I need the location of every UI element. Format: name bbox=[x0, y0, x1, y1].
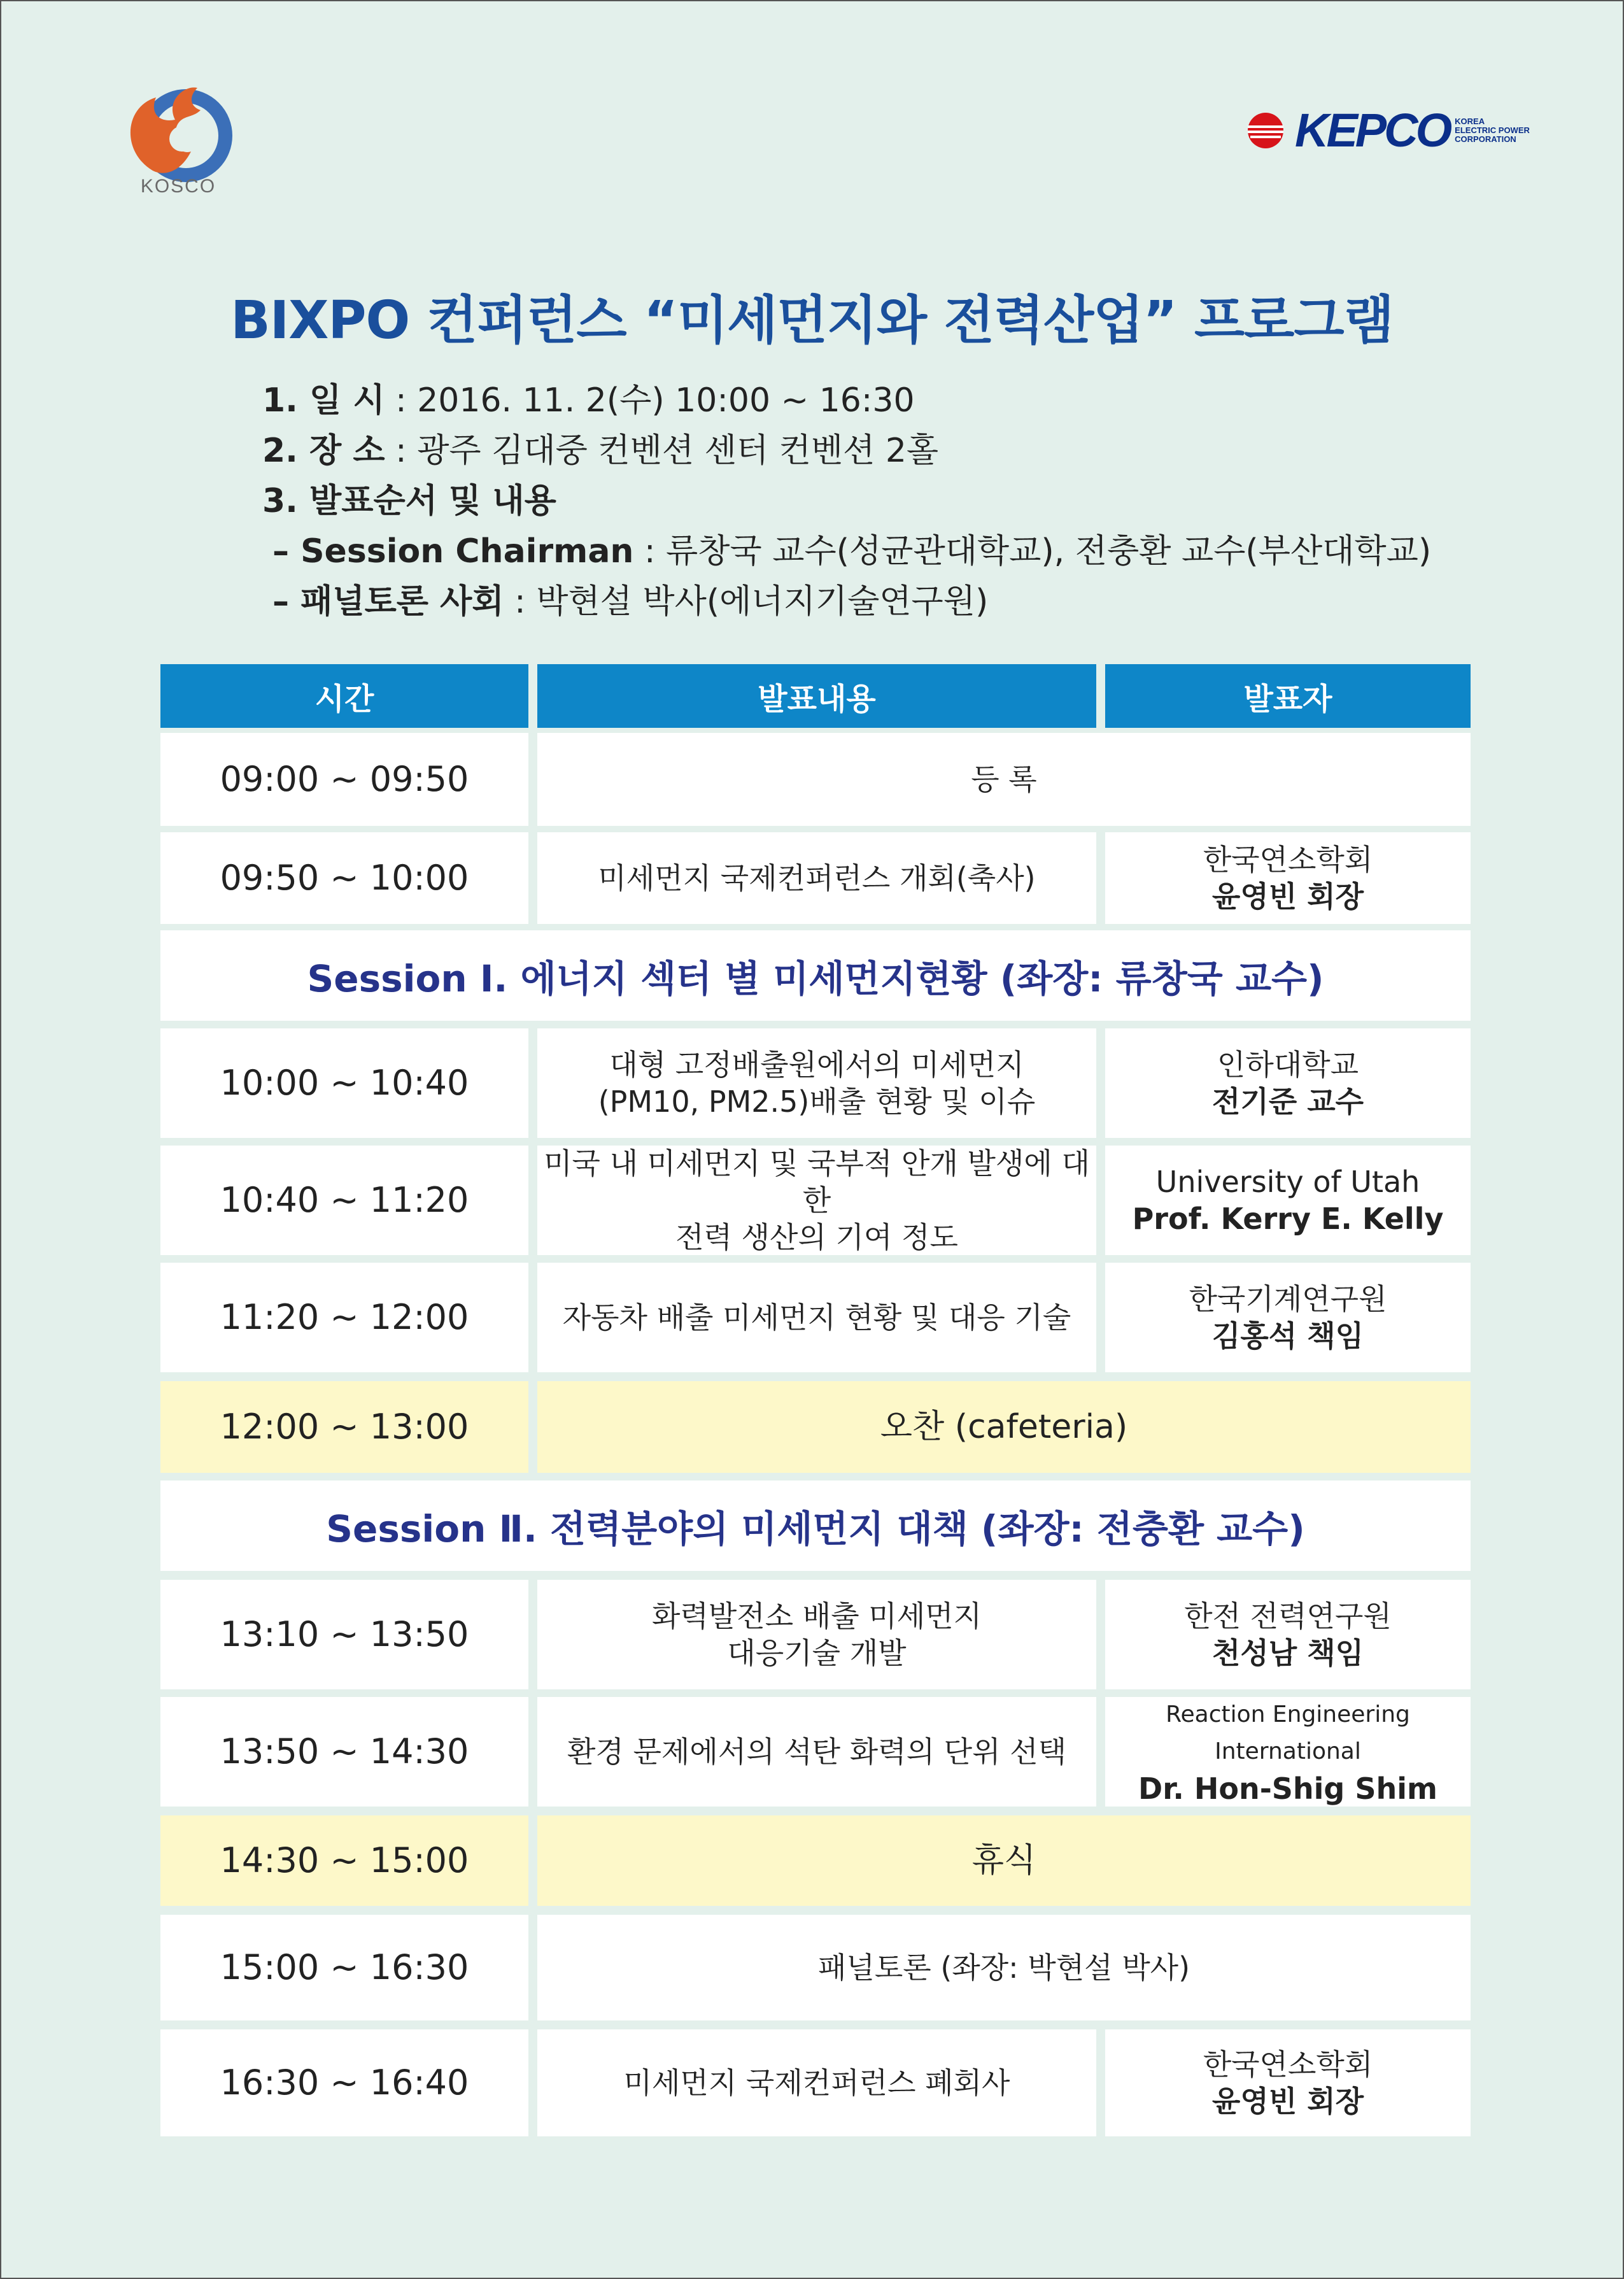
header-speaker: 발표자 bbox=[1105, 664, 1471, 728]
row-speaker bbox=[1105, 1263, 1471, 1372]
speaker-name: 전기준 교수 bbox=[1211, 1084, 1364, 1119]
kosco-logo-text: KOSCO bbox=[140, 176, 216, 197]
row-time: 12:00 ~ 13:00 bbox=[160, 1381, 528, 1473]
page-title: BIXPO 컨퍼런스 “미세먼지와 전력산업” 프로그램 bbox=[230, 290, 1394, 351]
session-title: Session Ⅱ. 전력분야의 미세먼지 대책 (좌장: 전충환 교수) bbox=[160, 1480, 1471, 1571]
speaker-org: 인하대학교 bbox=[1217, 1047, 1359, 1082]
info-date-value: : 2016. 11. 2(수) 10:00 ~ 16:30 bbox=[385, 381, 915, 420]
speaker-name: 윤영빈 회장 bbox=[1211, 2084, 1364, 2119]
row-content: 미국 내 미세먼지 및 국부적 안개 발생에 대한 전력 생산의 기여 정도 bbox=[537, 1146, 1096, 1255]
speaker-name: 윤영빈 회장 bbox=[1211, 879, 1364, 914]
row-time: 11:20 ~ 12:00 bbox=[160, 1263, 528, 1372]
row-content: 휴식 bbox=[537, 1815, 1471, 1906]
speaker-name: Prof. Kerry E. Kelly bbox=[1132, 1202, 1444, 1236]
event-info bbox=[262, 376, 1431, 627]
row-time: 09:00 ~ 09:50 bbox=[160, 733, 528, 826]
session-title: Session Ⅰ. 에너지 섹터 별 미세먼지현황 (좌장: 류창국 교수) bbox=[160, 930, 1471, 1021]
row-speaker bbox=[1105, 1580, 1471, 1689]
speaker-org: 한국기계연구원 bbox=[1189, 1282, 1387, 1316]
info-chair-label: – Session Chairman bbox=[272, 532, 634, 571]
row-content: 자동차 배출 미세먼지 현황 및 대응 기술 bbox=[537, 1263, 1096, 1372]
row-speaker bbox=[1105, 1697, 1471, 1807]
row-content: 미세먼지 국제컨퍼런스 개회(축사) bbox=[537, 832, 1096, 924]
row-time: 14:30 ~ 15:00 bbox=[160, 1815, 528, 1906]
info-chair bbox=[272, 527, 1431, 577]
row-time: 10:00 ~ 10:40 bbox=[160, 1028, 528, 1138]
row-time: 13:50 ~ 14:30 bbox=[160, 1697, 528, 1807]
header-content: 발표내용 bbox=[537, 664, 1096, 728]
row-content: 미세먼지 국제컨퍼런스 폐회사 bbox=[537, 2029, 1096, 2136]
speaker-org: University of Utah bbox=[1155, 1165, 1420, 1199]
info-place-value: : 광주 김대중 컨벤션 센터 컨벤션 2홀 bbox=[385, 432, 939, 470]
speaker-name: 천성남 책임 bbox=[1211, 1636, 1364, 1670]
row-content: 패널토론 (좌장: 박현설 박사) bbox=[537, 1915, 1471, 2020]
row-time: 09:50 ~ 10:00 bbox=[160, 832, 528, 924]
row-content: 화력발전소 배출 미세먼지 대응기술 개발 bbox=[537, 1580, 1096, 1689]
row-content: 오찬 (cafeteria) bbox=[537, 1381, 1471, 1473]
info-chair-value: : 류창국 교수(성균관대학교), 전충환 교수(부산대학교) bbox=[633, 532, 1432, 571]
speaker-org: 한전 전력연구원 bbox=[1184, 1599, 1392, 1633]
info-place bbox=[262, 426, 1431, 476]
info-place-label: 2. 장 소 bbox=[262, 432, 385, 470]
row-time: 16:30 ~ 16:40 bbox=[160, 2029, 528, 2136]
row-speaker bbox=[1105, 1028, 1471, 1138]
row-speaker bbox=[1105, 1146, 1471, 1255]
speaker-org: 한국연소학회 bbox=[1203, 842, 1373, 877]
speaker-name: 김홍석 책임 bbox=[1211, 1319, 1364, 1353]
row-time: 13:10 ~ 13:50 bbox=[160, 1580, 528, 1689]
row-content: 환경 문제에서의 석탄 화력의 단위 선택 bbox=[537, 1697, 1096, 1807]
header-time: 시간 bbox=[160, 664, 528, 728]
kepco-wordmark: KEPCO bbox=[1295, 104, 1450, 157]
speaker-name: Dr. Hon-Shig Shim bbox=[1138, 1771, 1437, 1806]
kepco-subtitle: KOREA ELECTRIC POWER CORPORATION bbox=[1455, 117, 1530, 144]
kepco-mark-icon bbox=[1240, 111, 1291, 150]
info-date bbox=[262, 376, 1431, 426]
row-speaker bbox=[1105, 2029, 1471, 2136]
speaker-org: 한국연소학회 bbox=[1203, 2047, 1373, 2082]
speaker-org: Reaction Engineering International bbox=[1166, 1701, 1410, 1764]
info-order-label: 3. 발표순서 및 내용 bbox=[262, 482, 556, 520]
row-content: 등 록 bbox=[537, 733, 1471, 826]
info-panel bbox=[272, 577, 1431, 627]
info-panel-label: – 패널토론 사회 bbox=[272, 583, 504, 621]
row-content: 대형 고정배출원에서의 미세먼지 (PM10, PM2.5)배출 현황 및 이슈 bbox=[537, 1028, 1096, 1138]
kepco-logo bbox=[1240, 104, 1530, 157]
row-speaker bbox=[1105, 832, 1471, 924]
row-time: 10:40 ~ 11:20 bbox=[160, 1146, 528, 1255]
info-date-label: 1. 일 시 bbox=[262, 381, 385, 420]
info-order bbox=[262, 476, 1431, 527]
info-panel-value: : 박현설 박사(에너지기술연구원) bbox=[504, 583, 989, 621]
row-time: 15:00 ~ 16:30 bbox=[160, 1915, 528, 2020]
